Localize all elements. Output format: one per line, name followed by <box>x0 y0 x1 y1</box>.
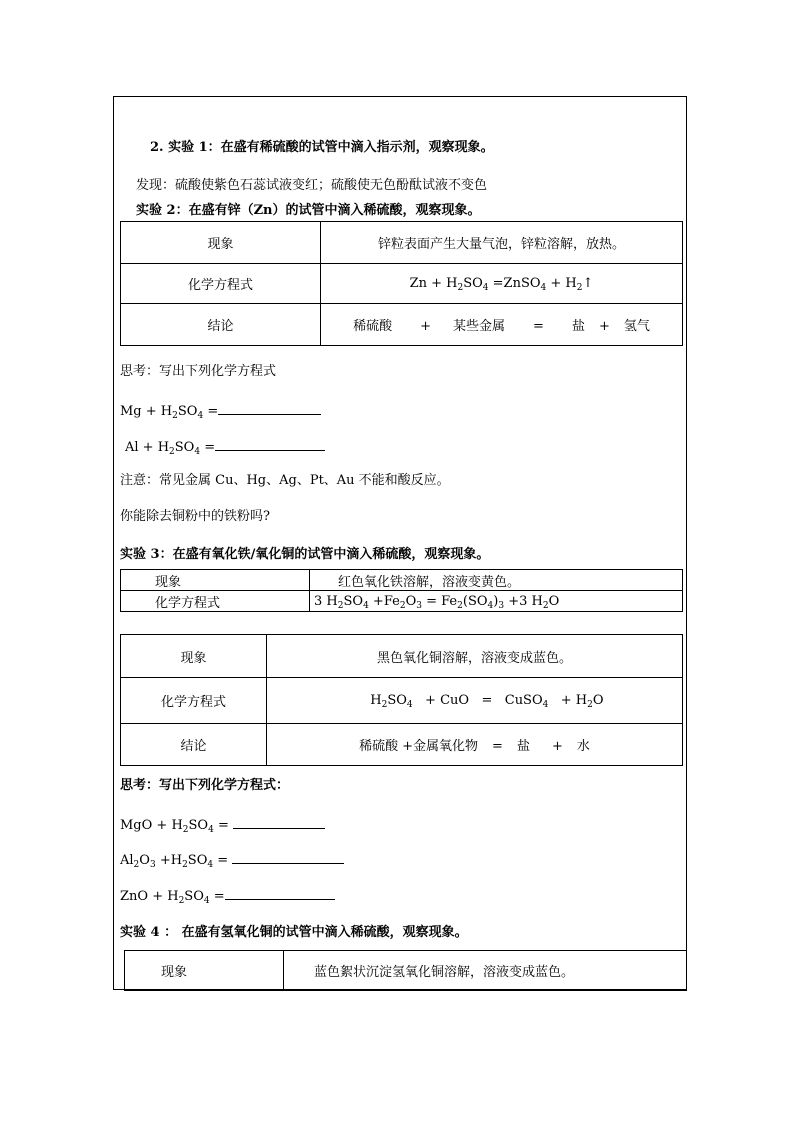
exp4-label-phenomenon: 现象 <box>125 951 284 991</box>
think1-q-al: $Al + H_2SO_4$ = <box>125 438 325 456</box>
answer-blank[interactable] <box>218 402 321 415</box>
exp2-conclusion: 稀硫酸 + 某些金属 = 盐 + 氢气 <box>321 304 683 346</box>
think1-q-mg: $Mg + H_2SO_4$ = <box>120 402 321 420</box>
exp3-t2-equation: $H_2SO_4$ + CuO = CuSO$_4$ + $H_2O$ <box>267 678 683 724</box>
exp3-t1-phenomenon: 红色氧化铁溶解，溶液变黄色。 <box>310 570 683 591</box>
exp1-finding: 发现：硫酸使紫色石蕊试液变红；硫酸使无色酚酞试液不变色 <box>136 178 488 193</box>
exp3-table-copper-oxide <box>120 634 683 766</box>
exp2-phenomenon-value: 锌粒表面产生大量气泡，锌粒溶解，放热。 <box>321 222 683 264</box>
exp4-title: 实验 4 ： 在盛有氢氧化铜的试管中滴入稀硫酸，观察现象。 <box>120 925 468 940</box>
note-text: 注意：常见金属 Cu、Hg、Ag、Pt、Au 不能和酸反应。 <box>120 473 450 488</box>
exp2-label-equation: 化学方程式 <box>121 264 321 304</box>
exp3-t2-phenomenon: 黑色氧化铜溶解，溶液变成蓝色。 <box>267 635 683 678</box>
exp1-title: 2. 实验 1：在盛有稀硫酸的试管中滴入指示剂，观察现象。 <box>150 140 494 155</box>
exp3-t1-label-equation: 化学方程式 <box>121 591 310 612</box>
exp4-table <box>124 950 687 991</box>
exp3-t1-label-phenomenon: 现象 <box>121 570 310 591</box>
exp2-equation: $Zn + H_2SO_4$ =ZnSO$_4$ + $H_2↑$ <box>321 264 683 304</box>
exp2-table <box>120 221 683 346</box>
exp3-t1-equation: 3 $H_2SO_4 +Fe_2O_3 = Fe_2(SO_4)_3 +3$ $H_2O$ <box>310 591 683 612</box>
question-text: 你能除去铜粉中的铁粉吗? <box>120 509 270 524</box>
think1-title: 思考：写出下列化学方程式 <box>120 364 277 379</box>
exp3-t2-label-phenomenon: 现象 <box>121 635 267 678</box>
exp4-phenomenon: 蓝色絮状沉淀氢氧化铜溶解，溶液变成蓝色。 <box>284 951 687 991</box>
think2-q-al2o3: $Al_2O_3 +H_2SO_4$ = <box>120 851 344 869</box>
exp3-table-iron-oxide <box>120 569 683 612</box>
answer-blank[interactable] <box>232 851 344 864</box>
answer-blank[interactable] <box>215 438 325 451</box>
exp2-label-phenomenon: 现象 <box>121 222 321 264</box>
answer-blank[interactable] <box>225 887 335 900</box>
think2-q-mgo: MgO + $H_2SO_4$ = <box>120 816 325 834</box>
think2-title: 思考：写出下列化学方程式： <box>120 778 290 793</box>
think2-q-zno: ZnO + $H_2SO_4$ = <box>120 887 335 905</box>
exp3-t2-label-conclusion: 结论 <box>121 724 267 766</box>
exp3-title: 实验 3：在盛有氧化铁/氧化铜的试管中滴入稀硫酸，观察现象。 <box>120 547 490 562</box>
exp2-title: 实验 2：在盛有锌（Zn）的试管中滴入稀硫酸，观察现象。 <box>136 203 481 218</box>
exp3-t2-conclusion: 稀硫酸 +金属氧化物 = 盐 + 水 <box>267 724 683 766</box>
exp3-t2-label-equation: 化学方程式 <box>121 678 267 724</box>
answer-blank[interactable] <box>233 816 325 829</box>
exp2-label-conclusion: 结论 <box>121 304 321 346</box>
